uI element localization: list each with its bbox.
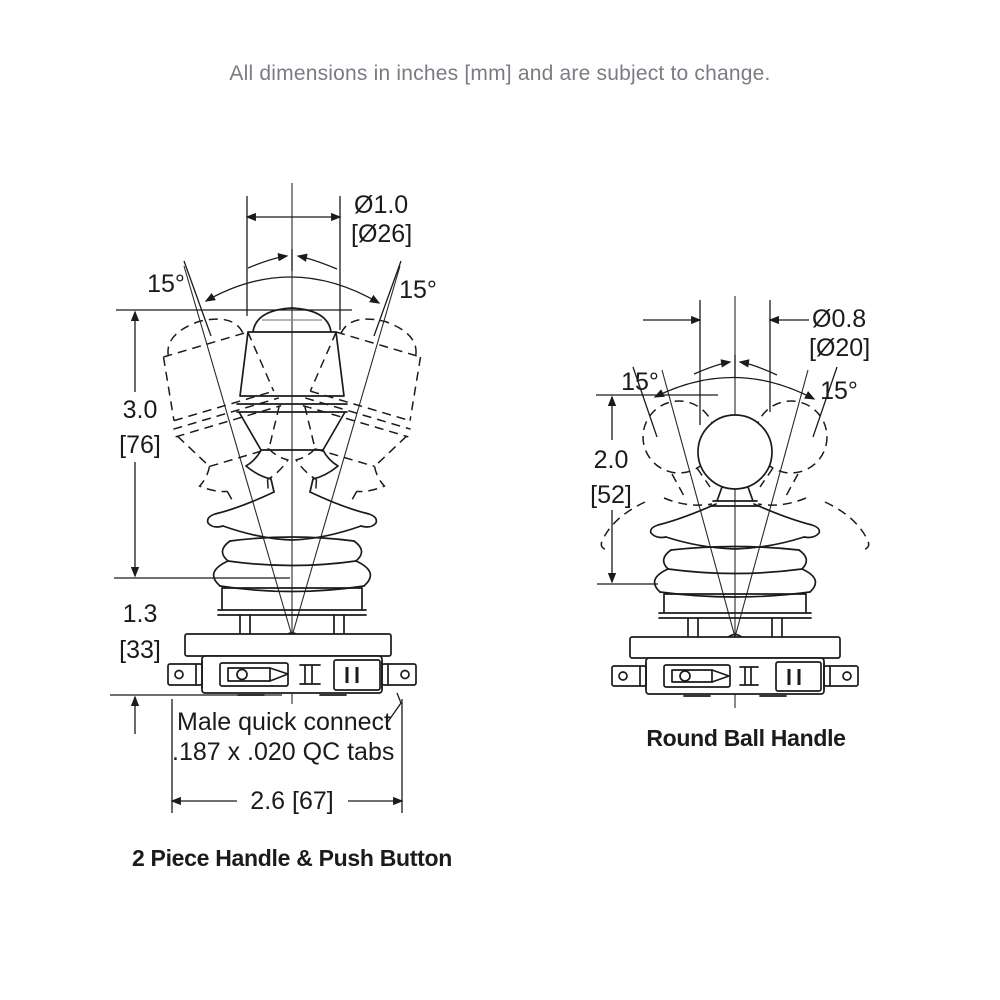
left-base-height-label-mm: [33] [119, 636, 161, 664]
left-height-label-mm: [76] [119, 431, 161, 459]
left-diameter-label-in: Ø1.0 [354, 191, 409, 219]
left-height-dimension [116, 310, 352, 576]
left-caption: 2 Piece Handle & Push Button [131, 845, 453, 871]
left-base-height-label-in: 1.3 [122, 600, 158, 628]
right-height-label-mm: [52] [590, 481, 632, 509]
left-diameter-label-mm: [Ø26] [351, 220, 413, 248]
left-width-label: 2.6 [67] [250, 787, 334, 815]
right-diameter-label-in: Ø0.8 [812, 305, 867, 333]
connector-note-line1: Male quick connect [177, 708, 392, 736]
connector-note-line2: .187 x .020 QC tabs [172, 738, 395, 766]
right-height-dimension [590, 395, 718, 584]
dimensions-note: All dimensions in inches [mm] and are subject to change. [229, 62, 771, 85]
left-drawing [110, 183, 452, 871]
left-angle-label-left: 15° [147, 270, 185, 298]
right-diameter-dimension [643, 300, 870, 425]
right-caption: Round Ball Handle [646, 725, 846, 751]
right-height-label-in: 2.0 [593, 446, 629, 474]
left-angle-label-right: 15° [399, 276, 437, 304]
left-height-label-in: 3.0 [122, 396, 158, 424]
right-drawing [590, 296, 870, 751]
left-connector-note [172, 693, 401, 766]
right-angle-label-left: 15° [621, 368, 659, 396]
right-diameter-label-mm: [Ø20] [809, 334, 871, 362]
right-angle-label-right: 15° [820, 377, 858, 405]
